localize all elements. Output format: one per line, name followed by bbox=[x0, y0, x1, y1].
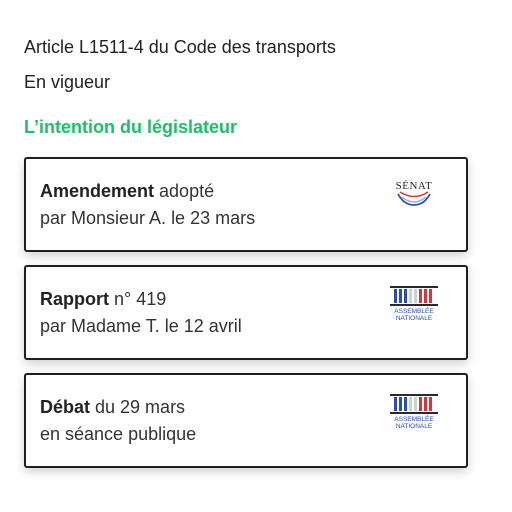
card-amendement[interactable] bbox=[24, 157, 468, 252]
article-status: En vigueur bbox=[24, 72, 111, 92]
svg-text:NATIONALE: NATIONALE bbox=[395, 423, 433, 430]
card-title-rest: n° 419 bbox=[109, 289, 167, 309]
card-debat[interactable] bbox=[24, 373, 468, 468]
svg-text:ASSEMBLÉE: ASSEMBLÉE bbox=[394, 416, 434, 423]
article-title: Article L1511-4 du Code des transports bbox=[24, 37, 336, 57]
svg-text:NATIONALE: NATIONALE bbox=[395, 315, 433, 322]
svg-text:SÉNAT: SÉNAT bbox=[395, 180, 433, 192]
card-title bbox=[40, 287, 166, 311]
assemblee-nationale-logo-icon bbox=[388, 283, 440, 323]
senat-logo-icon bbox=[388, 175, 440, 215]
card-subtitle: par Monsieur A. le 23 mars bbox=[40, 208, 256, 228]
assemblee-nationale-logo-icon bbox=[388, 391, 440, 431]
card-title-strong: Amendement bbox=[40, 181, 155, 201]
card-title bbox=[40, 395, 185, 419]
section-heading: L’intention du législateur bbox=[24, 117, 238, 137]
card-title-rest: adopté bbox=[154, 181, 215, 201]
card-title bbox=[40, 179, 214, 203]
card-rapport[interactable] bbox=[24, 265, 468, 360]
svg-text:ASSEMBLÉE: ASSEMBLÉE bbox=[394, 308, 434, 315]
card-title-rest: du 29 mars bbox=[90, 397, 186, 417]
card-subtitle: en séance publique bbox=[40, 424, 197, 444]
card-subtitle: par Madame T. le 12 avril bbox=[40, 316, 242, 336]
card-title-strong: Rapport bbox=[40, 289, 109, 309]
card-title-strong: Débat bbox=[40, 397, 91, 417]
